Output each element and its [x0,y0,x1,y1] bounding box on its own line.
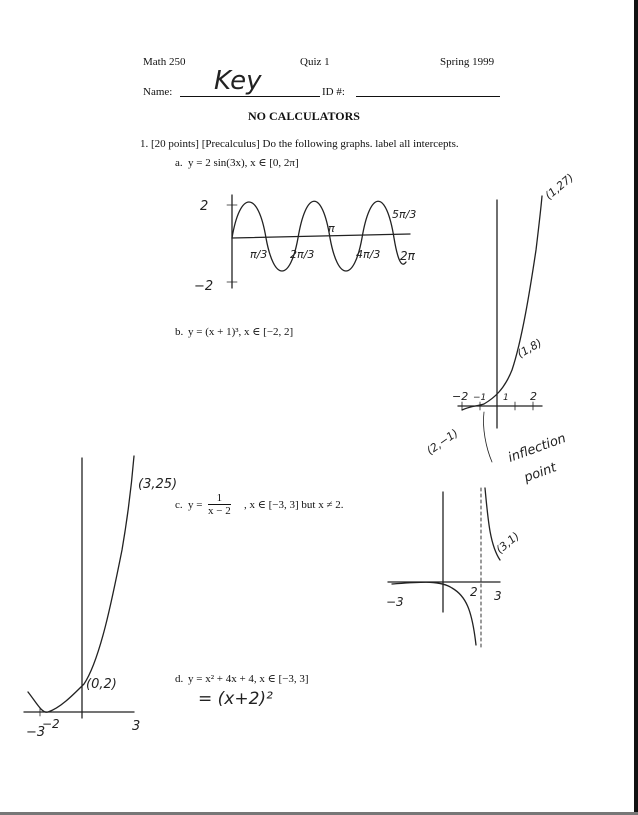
graph-a-x5-label: 5π/3 [392,208,417,221]
part-a-equation: y = 2 sin(3x), x ∈ [0, 2π] [188,157,299,169]
part-d-equation: y = x² + 4x + 4, x ∈ [−3, 3] [188,673,309,685]
graph-b-xm2-label: −2 [452,390,469,403]
graph-c-x2-label: 2 [470,585,478,599]
graph-a-ymin-label: −2 [194,279,214,294]
graph-b-top-point: (1,27) [542,171,577,203]
graph-a-sine [194,195,416,294]
graph-a-x3-label: π [328,222,335,235]
term-label: Spring 1999 [440,56,495,68]
part-c-denominator: x − 2 [208,505,231,517]
graph-d-x3-label: 3 [132,719,141,734]
graph-c-left-branch [392,582,476,645]
graph-d-xm3-label: −3 [26,725,46,740]
part-d-label: d. [175,673,184,685]
part-d-work: = (x+2)² [198,689,273,709]
graph-a-x-axis [232,234,410,238]
problem-intro: 1. [20 points] [Precalculus] Do the following graphs. label all intercepts. [140,138,459,150]
graph-b-curve [462,196,545,410]
graph-b-x2-label: 2 [530,390,537,403]
graph-b-arrow-line [483,412,492,462]
quiz-label: Quiz 1 [300,56,330,68]
graph-d-curve [28,456,134,712]
name-value: Key [214,66,262,96]
graph-c-point: (3,1) [493,529,522,557]
graph-a-x6-label: 2π [400,249,415,263]
part-c-rest: , x ∈ [−3, 3] but x ≠ 2. [244,499,344,511]
graph-b-x1-label: 1 [503,393,509,403]
graph-b-xm1-label: −1 [473,393,487,403]
graph-c-reciprocal [386,488,522,648]
part-b-label: b. [175,326,184,338]
part-c-numerator: 1 [208,492,231,505]
graph-b-mid-point: (1,8) [515,336,545,361]
part-a-label: a. [175,157,183,169]
part-c-lhs: y = [188,499,203,511]
graph-d-xm2-label: −2 [42,717,60,731]
graph-d-parabola [24,456,177,740]
part-c-label: c. [175,499,183,511]
graph-a-ymax-label: 2 [200,199,209,214]
graph-b-low-point: (2,−1) [424,426,461,458]
graph-b-note-line2: point [522,460,559,486]
notice-heading: NO CALCULATORS [248,109,360,123]
id-label: ID #: [322,86,345,98]
graph-a-x2-label: 2π/3 [290,248,315,261]
name-label: Name: [143,86,173,98]
graph-b-note-line1: inflection [506,431,569,466]
part-b-equation: y = (x + 1)³, x ∈ [−2, 2] [188,326,294,338]
graph-a-x4-label: 4π/3 [356,248,381,261]
graph-a-x1-label: π/3 [250,248,268,261]
graph-b-cubic [424,171,576,486]
graph-c-x3-label: 3 [494,589,502,603]
course-label: Math 250 [143,56,186,68]
graph-c-xm3-label: −3 [386,595,404,609]
graph-d-yint-label: (0,2) [86,677,117,692]
graph-d-top-point: (3,25) [138,477,178,492]
